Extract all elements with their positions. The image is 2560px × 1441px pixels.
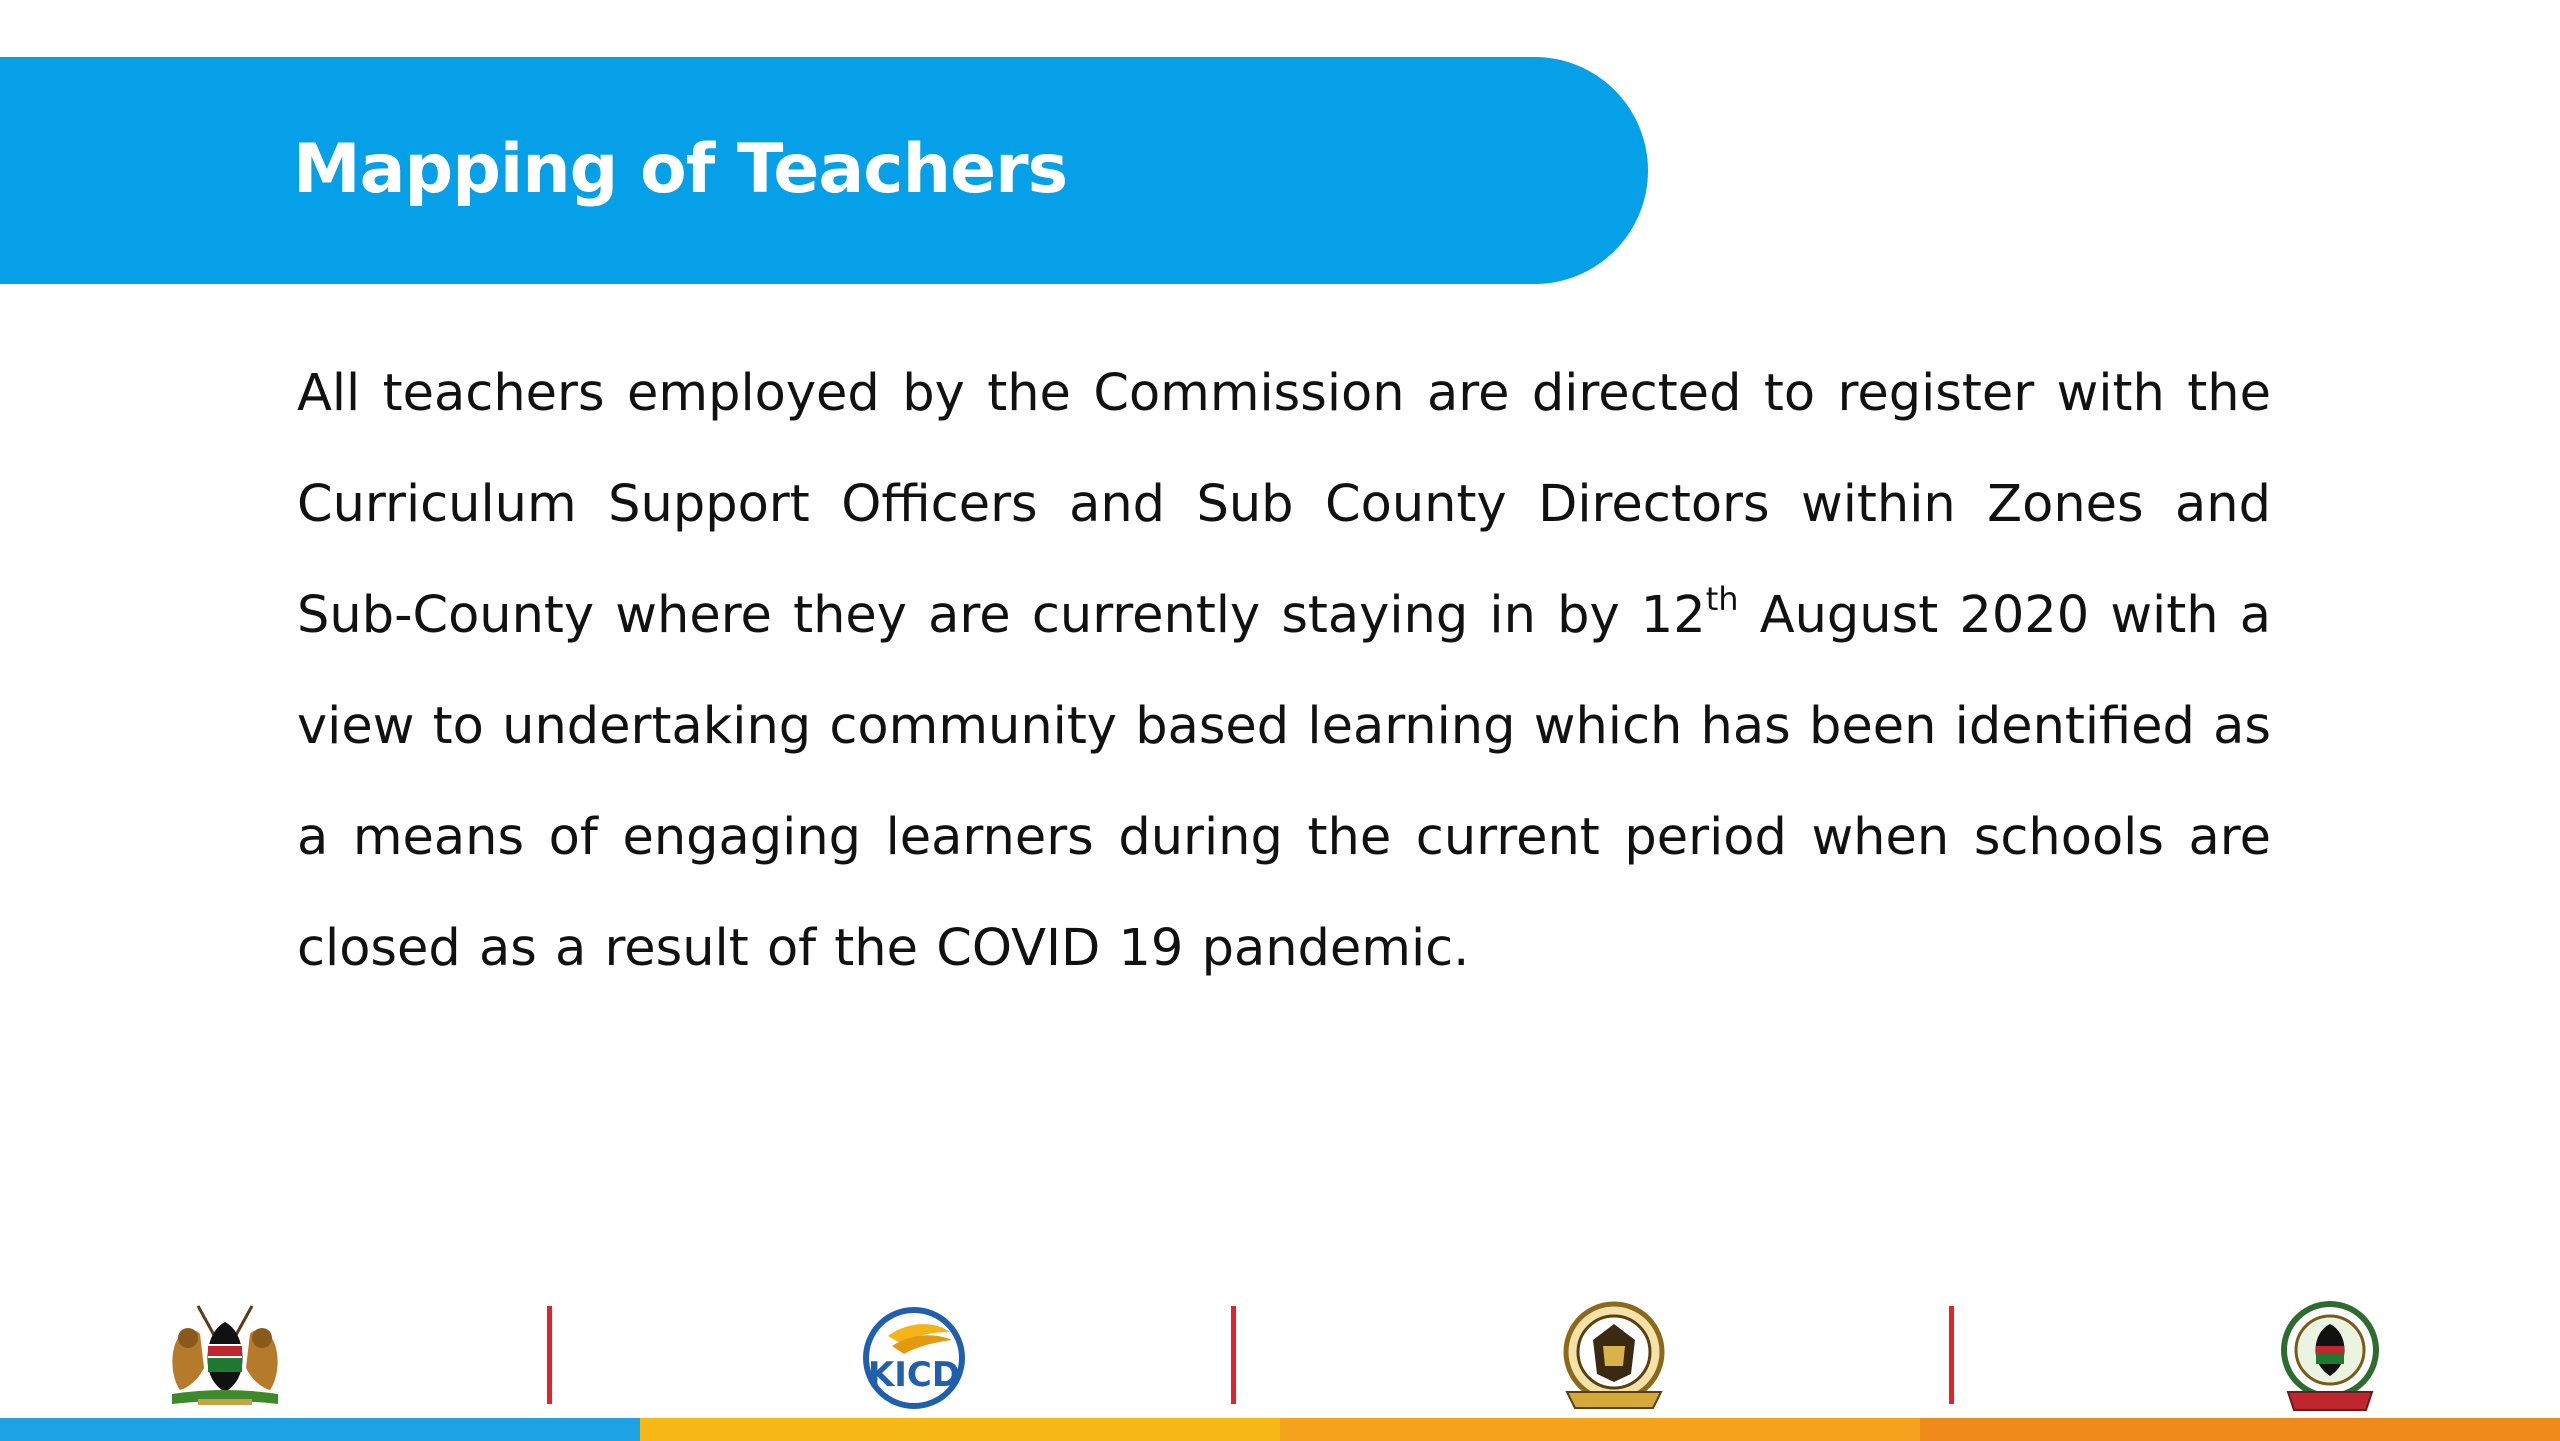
body-text-part-2: August 2020 with a view to undertaking community based learning which has been identified as a means of engaging learners during the current period when schools are closed as a result of the COVID 19 pandemic. — [297, 586, 2271, 978]
bottom-color-bar — [0, 1418, 2560, 1441]
body-paragraph — [297, 338, 2271, 1004]
kicd-logo — [858, 1302, 970, 1410]
bar-segment-deep-orange — [1920, 1418, 2560, 1441]
tsc-seal-icon — [1557, 1300, 1671, 1414]
footer-divider-1 — [547, 1306, 552, 1404]
bar-segment-yellow — [640, 1418, 1280, 1441]
ministry-seal-icon — [2280, 1300, 2380, 1414]
kicd-logo-text: KICD — [867, 1355, 961, 1395]
footer-divider-2 — [1231, 1306, 1236, 1404]
footer-divider-3 — [1949, 1306, 1954, 1404]
bar-segment-blue — [0, 1418, 640, 1441]
bar-segment-orange — [1280, 1418, 1920, 1441]
kenya-coat-of-arms-icon — [168, 1304, 282, 1408]
ordinal-suffix: th — [1705, 580, 1739, 618]
body-text-part-1: All teachers employed by the Commission are directed to register with the Curriculum Support Officers and Sub County Directors within Zones and Sub-County where they are currently staying in by 12 — [297, 364, 2271, 645]
slide-title: Mapping of Teachers — [293, 130, 1068, 209]
